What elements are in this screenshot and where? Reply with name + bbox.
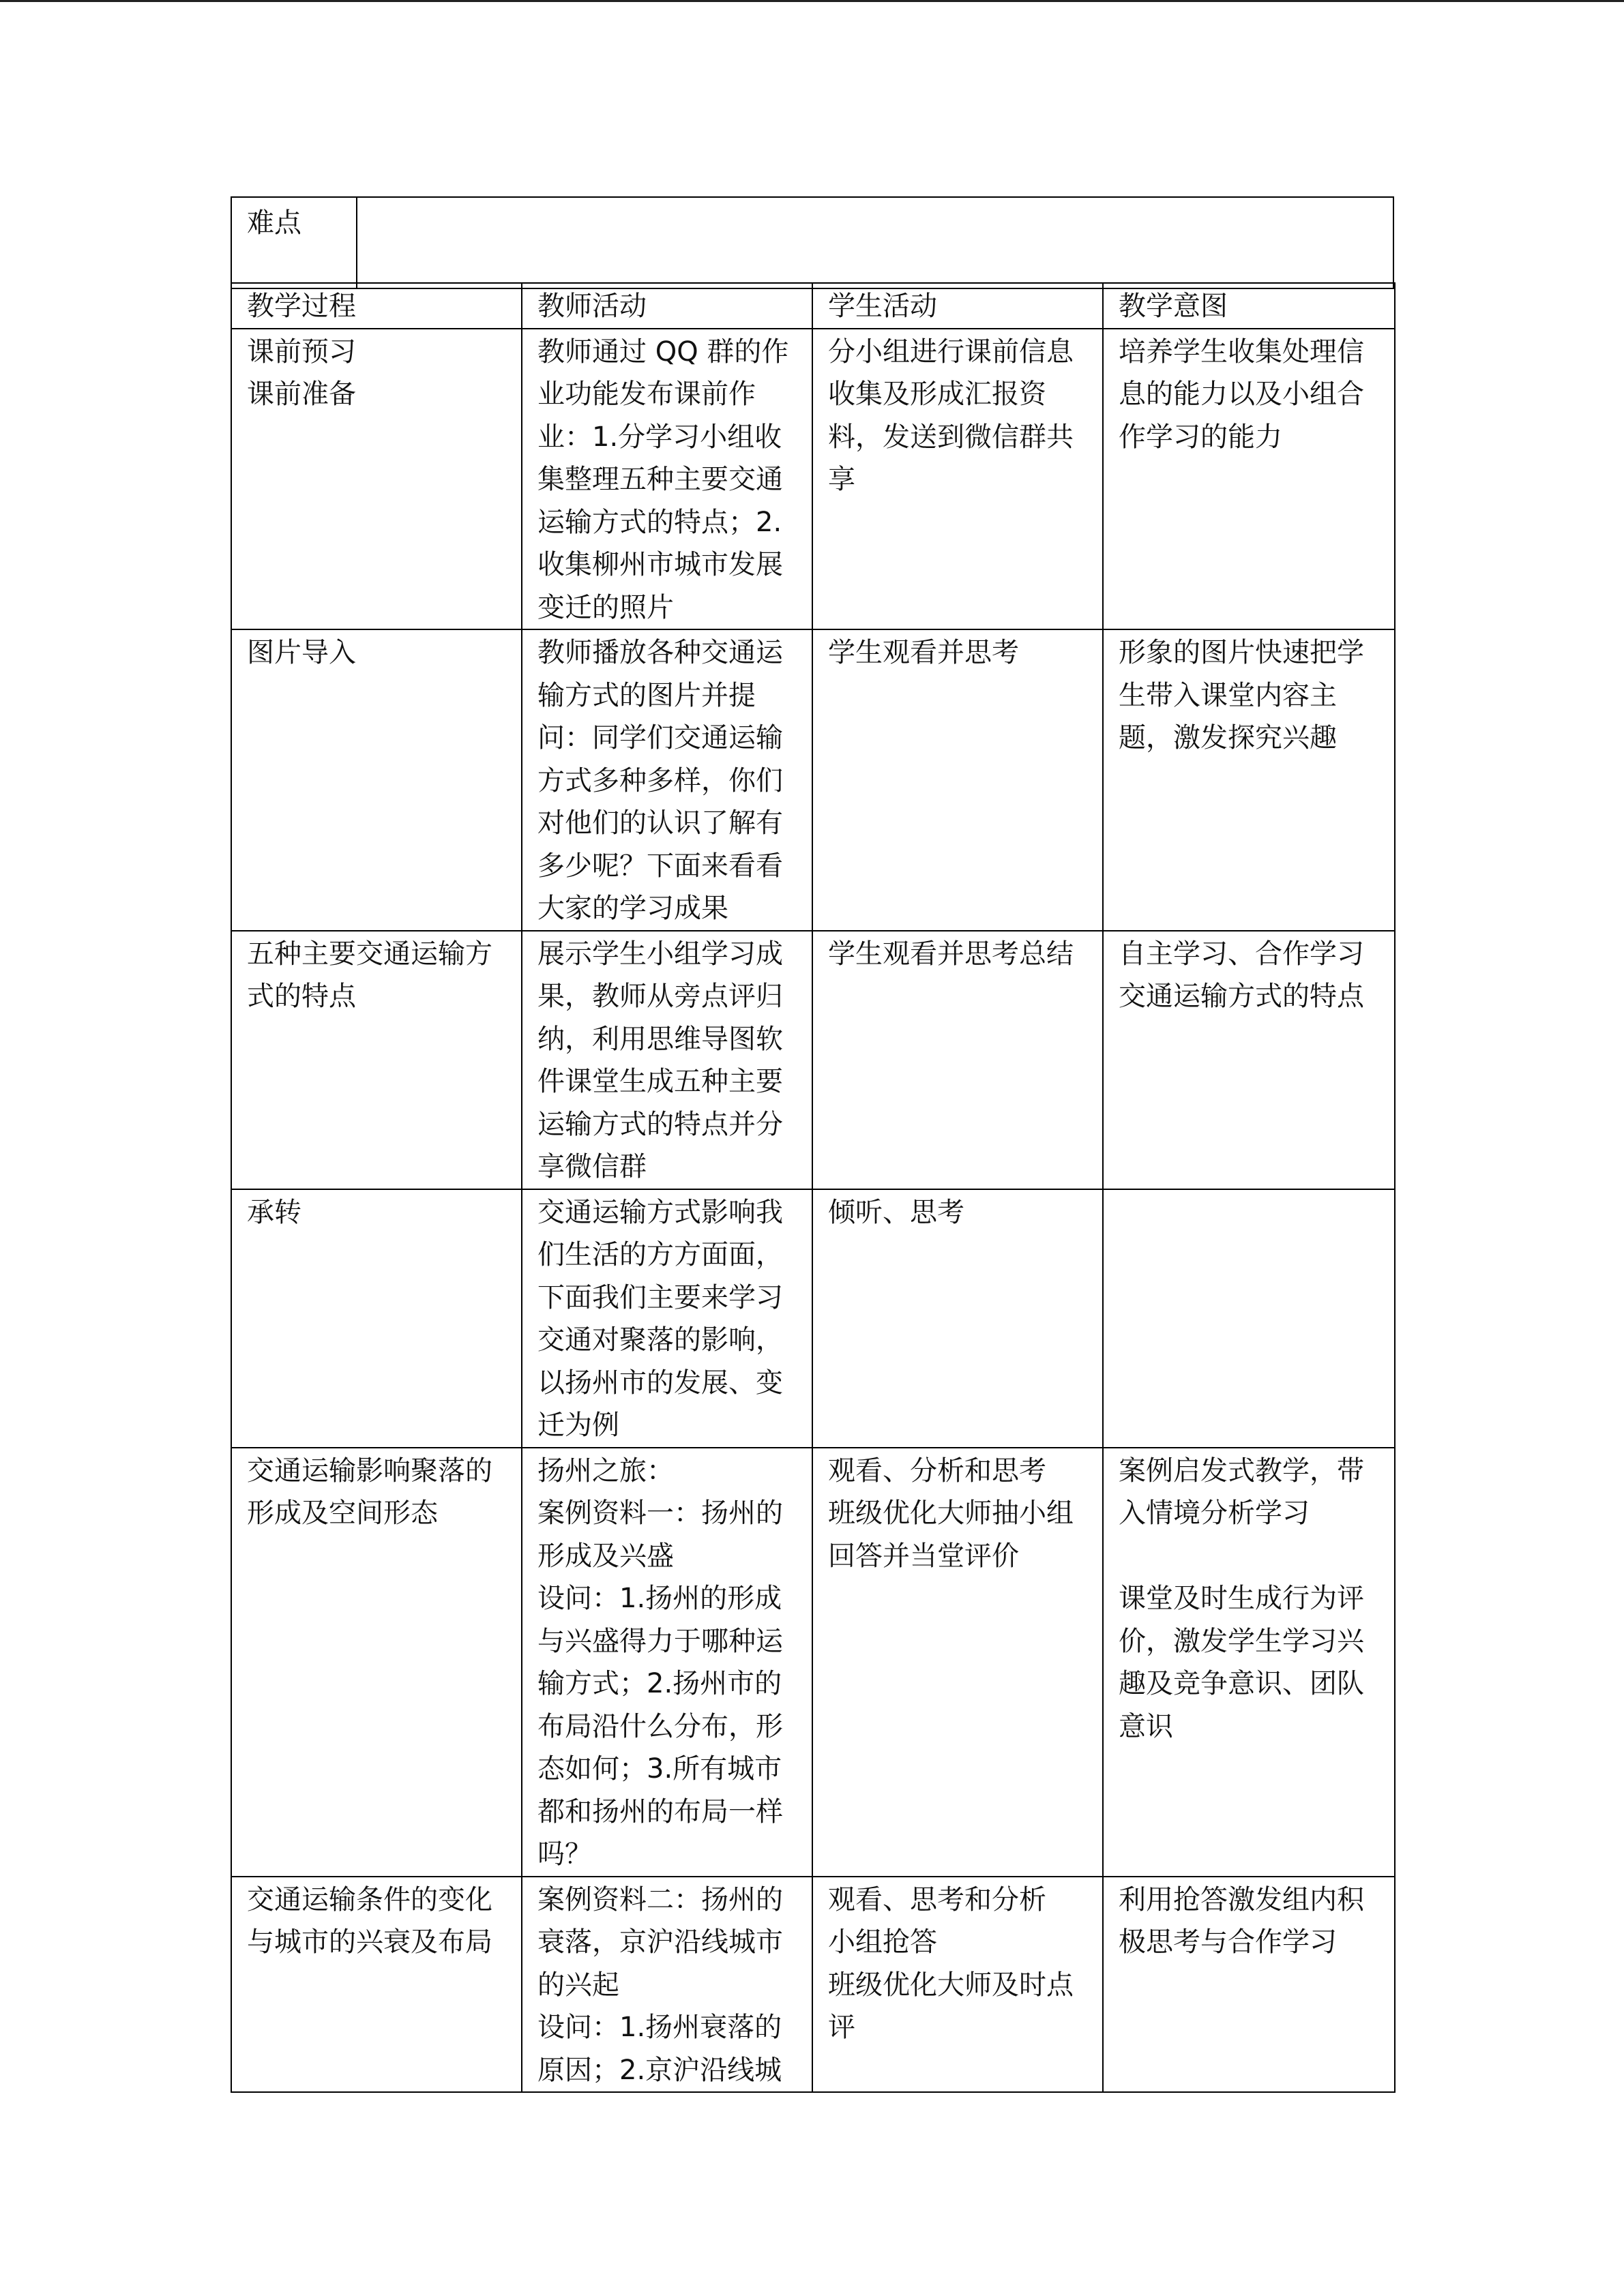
row-process: 图片导入 — [231, 629, 522, 931]
row-intent: 培养学生收集处理信息的能力以及小组合作学习的能力 — [1103, 329, 1395, 630]
row-intent: 案例启发式教学，带入情境分析学习 课堂及时生成行为评价，激发学生学习兴趣及竞争意识、团队意识 — [1103, 1448, 1395, 1877]
row-process: 交通运输条件的变化与城市的兴衰及布局 — [231, 1877, 522, 2093]
row-student: 分小组进行课前信息收集及形成汇报资料，发送到微信群共享 — [812, 329, 1103, 630]
row-student: 倾听、思考 — [812, 1189, 1103, 1448]
row-teacher: 交通运输方式影响我们生活的方方面面，下面我们主要来学习交通对聚落的影响，以扬州市的发展、变迁为例 — [522, 1189, 812, 1448]
table-row — [231, 1189, 1395, 1448]
row-teacher: 教师通过 QQ 群的作业功能发布课前作业：1.分学习小组收集整理五种主要交通运输方式的特点；2.收集柳州市城市发展变迁的照片 — [522, 329, 812, 630]
difficulty-label: 难点 — [231, 197, 357, 288]
difficulty-table — [231, 196, 1394, 289]
table-row — [231, 1877, 1395, 2093]
row-teacher: 扬州之旅： 案例资料一：扬州的形成及兴盛 设问：1.扬州的形成与兴盛得力于哪种运输方式；2.扬州市的布局沿什么分布，形态如何；3.所有城市都和扬州的布局一样吗？ — [522, 1448, 812, 1877]
row-intent: 形象的图片快速把学生带入课堂内容主题，激发探究兴趣 — [1103, 629, 1395, 931]
row-teacher: 教师播放各种交通运输方式的图片并提问：同学们交通运输方式多种多样，你们对他们的认识了解有多少呢？下面来看看大家的学习成果 — [522, 629, 812, 931]
row-intent — [1103, 1189, 1395, 1448]
table-row — [231, 1448, 1395, 1877]
row-teacher: 展示学生小组学习成果，教师从旁点评归纳，利用思维导图软件课堂生成五种主要运输方式的特点并分享微信群 — [522, 931, 812, 1189]
row-process: 交通运输影响聚落的形成及空间形态 — [231, 1448, 522, 1877]
row-process: 五种主要交通运输方式的特点 — [231, 931, 522, 1189]
row-intent: 自主学习、合作学习交通运输方式的特点 — [1103, 931, 1395, 1189]
header-intent: 教学意图 — [1103, 283, 1395, 329]
row-process: 承转 — [231, 1189, 522, 1448]
difficulty-content — [357, 197, 1393, 288]
header-teacher: 教师活动 — [522, 283, 812, 329]
row-teacher: 案例资料二：扬州的衰落，京沪沿线城市的兴起 设问：1.扬州衰落的原因；2.京沪沿线城 — [522, 1877, 812, 2093]
page-top-border — [0, 0, 1624, 2]
header-process: 教学过程 — [231, 283, 522, 329]
table-row — [231, 329, 1395, 630]
row-process: 课前预习 课前准备 — [231, 329, 522, 630]
lesson-process-table — [231, 282, 1396, 2093]
difficulty-row — [231, 197, 1393, 288]
row-student: 观看、分析和思考 班级优化大师抽小组回答并当堂评价 — [812, 1448, 1103, 1877]
table-row — [231, 931, 1395, 1189]
row-intent: 利用抢答激发组内积极思考与合作学习 — [1103, 1877, 1395, 2093]
table-row — [231, 629, 1395, 931]
table-header-row — [231, 283, 1395, 329]
row-student: 观看、思考和分析 小组抢答 班级优化大师及时点评 — [812, 1877, 1103, 2093]
header-student: 学生活动 — [812, 283, 1103, 329]
row-student: 学生观看并思考总结 — [812, 931, 1103, 1189]
row-student: 学生观看并思考 — [812, 629, 1103, 931]
